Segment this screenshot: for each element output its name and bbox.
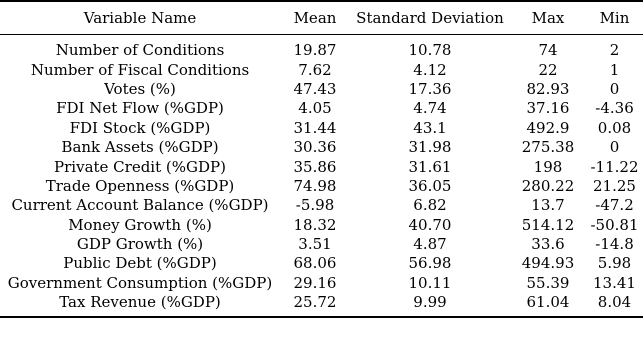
table-header: [0, 1, 643, 35]
table-row: [0, 293, 643, 317]
cell-standard-deviation: 31.61: [408, 157, 452, 176]
cell-variable-name: Tax Revenue (%GDP): [59, 293, 221, 312]
cell-variable-name: GDP Growth (%): [76, 235, 204, 254]
cell-mean: 18.32: [293, 215, 337, 234]
cell-min: -4.36: [595, 99, 634, 118]
cell-variable-name: Votes (%): [104, 79, 176, 98]
cell-max: 494.93: [521, 254, 575, 273]
cell-standard-deviation: 6.82: [413, 196, 447, 215]
table-row: [0, 35, 643, 61]
table-row: [0, 157, 643, 176]
cell-standard-deviation: 43.1: [413, 118, 447, 137]
cell-standard-deviation: 31.98: [408, 138, 452, 157]
cell-mean: 47.43: [293, 79, 337, 98]
header-row: [0, 1, 643, 35]
cell-max: 61.04: [526, 293, 570, 312]
table-row: [0, 177, 643, 196]
cell-max: 37.16: [526, 99, 570, 118]
cell-standard-deviation: 10.78: [408, 41, 452, 60]
cell-mean: 4.05: [298, 99, 332, 118]
cell-variable-name: Trade Openness (%GDP): [45, 176, 235, 195]
table-row: [0, 138, 643, 157]
cell-mean: 3.51: [298, 235, 332, 254]
cell-mean: 7.62: [298, 60, 332, 79]
cell-variable-name: Private Credit (%GDP): [54, 157, 226, 176]
cell-max: 22: [538, 60, 558, 79]
table-row: [0, 196, 643, 215]
cell-standard-deviation: 4.12: [413, 60, 447, 79]
cell-min: -14.8: [595, 235, 634, 254]
cell-min: 0.08: [597, 118, 632, 137]
cell-min: 8.04: [597, 293, 632, 312]
header-standard-deviation: Standard Deviation: [356, 9, 504, 27]
cell-mean: -5.98: [295, 196, 335, 215]
cell-mean: 25.72: [293, 293, 337, 312]
cell-max: 74: [538, 41, 558, 60]
cell-min: 2: [609, 41, 620, 60]
cell-variable-name: Number of Fiscal Conditions: [30, 60, 250, 79]
table-row: [0, 254, 643, 273]
cell-max: 280.22: [521, 176, 575, 195]
cell-max: 82.93: [526, 79, 570, 98]
header-min: Min: [599, 9, 630, 27]
cell-max: 33.6: [531, 235, 565, 254]
table-body: [0, 35, 643, 318]
cell-min: 1: [609, 60, 620, 79]
cell-mean: 19.87: [293, 41, 337, 60]
cell-standard-deviation: 4.74: [413, 99, 447, 118]
cell-mean: 31.44: [293, 118, 337, 137]
cell-mean: 30.36: [293, 138, 337, 157]
cell-max: 514.12: [521, 215, 575, 234]
cell-variable-name: FDI Stock (%GDP): [69, 118, 211, 137]
cell-min: -11.22: [590, 157, 639, 176]
cell-min: 13.41: [593, 273, 636, 292]
table-row: [0, 60, 643, 79]
cell-max: 492.9: [526, 118, 570, 137]
header-mean: Mean: [293, 9, 337, 27]
cell-mean: 74.98: [293, 176, 337, 195]
cell-standard-deviation: 36.05: [408, 176, 452, 195]
cell-standard-deviation: 4.87: [413, 235, 447, 254]
table-row: [0, 274, 643, 293]
cell-variable-name: Money Growth (%): [68, 215, 212, 234]
cell-max: 55.39: [526, 273, 570, 292]
cell-variable-name: Government Consumption (%GDP): [7, 273, 273, 292]
cell-variable-name: Public Debt (%GDP): [63, 254, 217, 273]
cell-max: 13.7: [531, 196, 565, 215]
cell-standard-deviation: 10.11: [408, 273, 452, 292]
cell-min: 5.98: [597, 254, 632, 273]
cell-standard-deviation: 9.99: [413, 293, 447, 312]
header-max: Max: [531, 9, 565, 27]
cell-mean: 35.86: [293, 157, 337, 176]
cell-variable-name: Current Account Balance (%GDP): [11, 196, 269, 215]
table-row: [0, 216, 643, 235]
cell-max: 275.38: [521, 138, 575, 157]
cell-standard-deviation: 40.70: [408, 215, 452, 234]
table-row: [0, 99, 643, 118]
cell-mean: 68.06: [293, 254, 337, 273]
table-row: [0, 119, 643, 138]
cell-mean: 29.16: [293, 273, 337, 292]
cell-max: 198: [533, 157, 563, 176]
cell-variable-name: Bank Assets (%GDP): [61, 138, 219, 157]
table-row: [0, 80, 643, 99]
cell-min: -50.81: [590, 215, 639, 234]
cell-standard-deviation: 17.36: [408, 79, 452, 98]
cell-standard-deviation: 56.98: [408, 254, 452, 273]
cell-min: -47.2: [595, 196, 634, 215]
table-row: [0, 235, 643, 254]
cell-variable-name: FDI Net Flow (%GDP): [56, 99, 224, 118]
cell-variable-name: Number of Conditions: [55, 41, 225, 60]
header-variable-name: Variable Name: [83, 9, 197, 27]
cell-min: 21.25: [593, 176, 636, 195]
cell-min: 0: [609, 79, 620, 98]
cell-min: 0: [609, 138, 620, 157]
